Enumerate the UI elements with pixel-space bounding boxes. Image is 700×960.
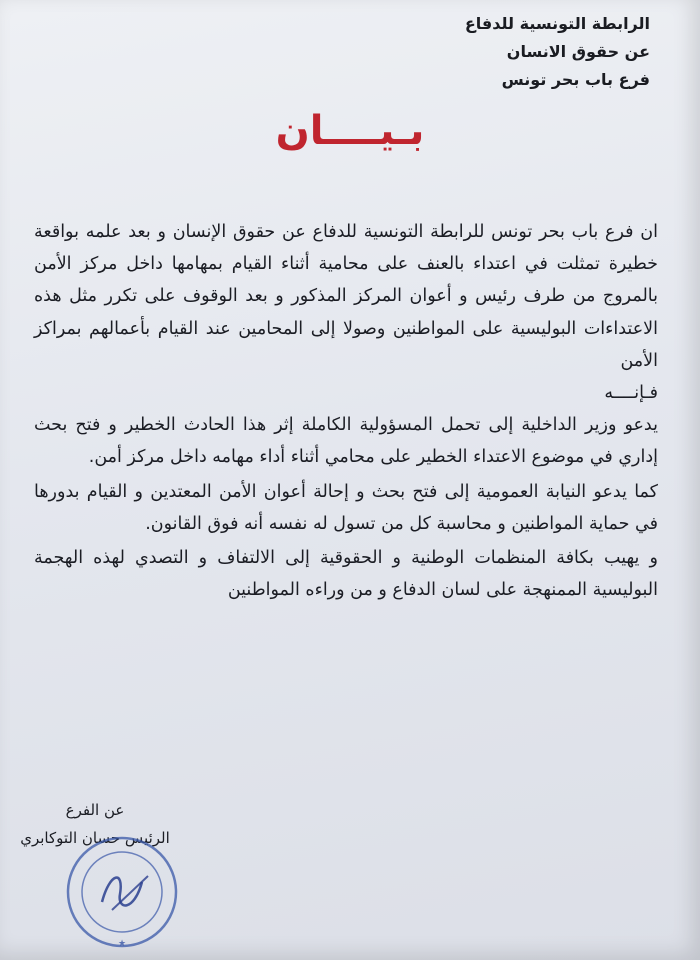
letterhead-line-2: عن حقوق الانسان [506, 42, 650, 61]
letterhead [390, 10, 650, 94]
official-stamp [62, 832, 182, 952]
letterhead-line-1: الرابطة التونسية للدفاع [464, 14, 650, 33]
paragraph-prosecution: كما يدعو النيابة العمومية إلى فتح بحث و إحالة أعوان الأمن المعتدين و القيام بدورها في حماية المواطنين و محاسبة كل من تسول له نفسه أنه فوق القانون. [34, 481, 658, 534]
paragraph-intro: ان فرع باب بحر تونس للرابطة التونسية للدفاع عن حقوق الإنسان و بعد علمه بواقعة خطيرة تمثلت في اعتداء بالعنف على محامية أثناء القيام بمهامها داخل مركز الأمن بالمروج من طرف رئيس و أعوان المركز المذكور و بعد الوقوف على تكرر مثل هذه الاعتداءات البوليسية على المواطنين وصولا إلى المحامين عند القيام بأعمالهم بمراكز الأمن [34, 222, 658, 371]
paragraph-interior-minister: يدعو وزير الداخلية إلى تحمل المسؤولية الكاملة إثر هذا الحادث الخطير و فتح بحث إداري في موضوع الاعتداء الخطير على محامي أثناء أداء مهامه داخل مركز أمن. [34, 415, 658, 468]
signature-line-1: عن الفرع [65, 801, 125, 819]
paragraph-appeal: و يهيب بكافة المنظمات الوطنية و الحقوقية إلى الالتفاف و التصدي لهذه الهجمة البوليسية الممنهجة على لسان الدفاع و من وراءه المواطنين [34, 548, 658, 601]
paragraph-therefore: فـإنــــه [604, 383, 658, 404]
statement-body [34, 216, 658, 606]
signature-line-2: الرئيس حسان التوكابري [20, 829, 170, 847]
svg-text:★: ★ [117, 939, 127, 949]
letterhead-line-3: فرع باب بحر تونس [501, 70, 650, 89]
document-title: بـيــــان [275, 108, 425, 154]
